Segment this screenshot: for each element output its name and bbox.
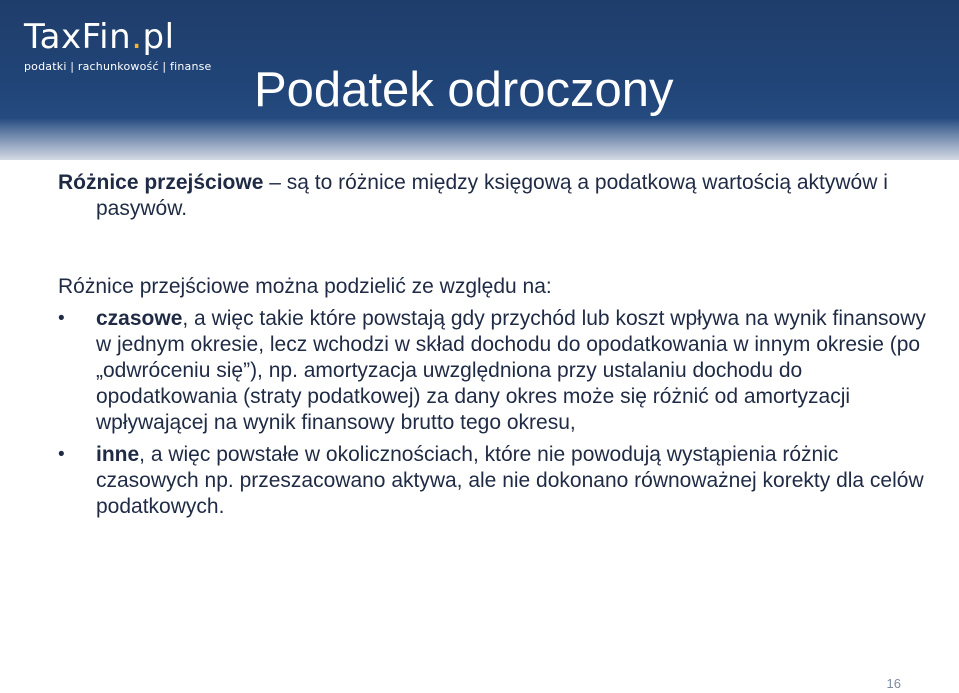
bullet-icon: • [58, 444, 65, 465]
logo-wordmark [24, 18, 212, 56]
bullet-text: , a więc powstałe w okolicznościach, które nie powodują wystąpienia różnic czasowych np. przeszacowano aktywa, ale nie dokonano równoważnej korekty dla celów podatkowych. [96, 443, 924, 518]
page-number: 16 [886, 676, 901, 691]
list-item [58, 442, 938, 520]
logo-tagline: podatki | rachunkowość | finanse [24, 60, 212, 73]
bullet-list [58, 306, 938, 520]
slide-title: Podatek odroczony [254, 63, 674, 117]
bullet-term: inne [96, 443, 140, 466]
definition-term: Różnice przejściowe [58, 171, 264, 194]
slide-content [58, 170, 938, 526]
definition-paragraph [58, 170, 938, 222]
bullet-icon: • [58, 308, 65, 329]
logo-name: TaxFin [24, 17, 132, 57]
taxfin-logo [24, 18, 212, 73]
bullet-text: , a więc takie które powstają gdy przychód lub koszt wpływa na wynik finansowy w jednym okresie, lecz wchodzi w skład dochodu do opodatkowania w innym okresie (po „odwróceniu się”), np. amortyzacja uwzględniona przy ustalaniu dochodu do opodatkowania (straty podatkowej) za dany okres może się różnić od amortyzacji wpływającej na wynik finansowy brutto tego okresu, [96, 307, 926, 434]
slide-header [0, 0, 959, 160]
intro-text: Różnice przejściowe można podzielić ze względu na: [58, 275, 552, 298]
logo-tld: pl [142, 17, 175, 57]
bullet-term: czasowe [96, 307, 183, 330]
list-item [58, 306, 938, 436]
definition-text: – są to różnice między księgową a podatkową wartością aktywów i pasywów. [96, 171, 888, 220]
logo-dot: . [131, 17, 143, 57]
